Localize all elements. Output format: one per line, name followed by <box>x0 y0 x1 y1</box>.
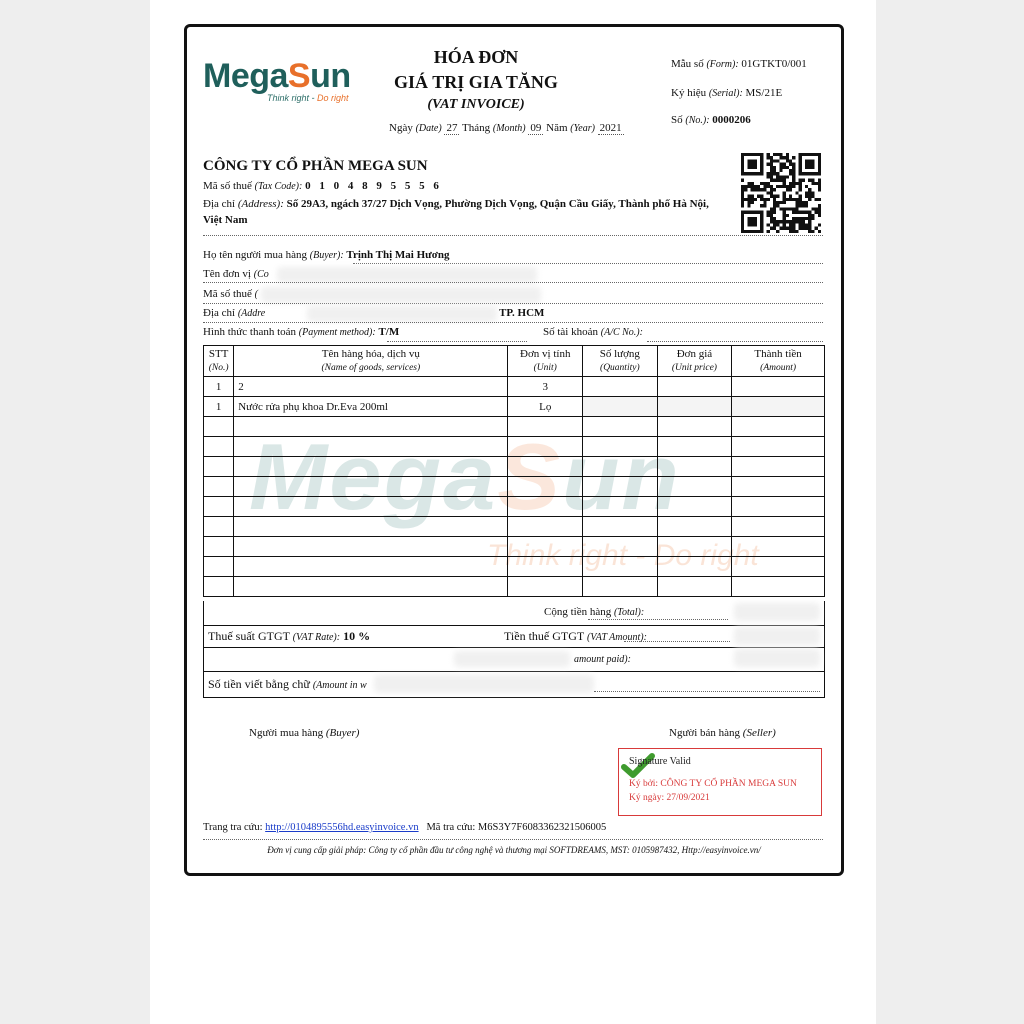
invoice-subtitle: GIÁ TRỊ GIA TĂNG <box>394 72 558 92</box>
seller-name: CÔNG TY CỔ PHẦN MEGA SUN <box>203 158 428 174</box>
lookup-code: M6S3Y7F6083362321506005 <box>477 822 607 833</box>
column-header-label: Tên hàng hóa, dịch vụ <box>321 347 420 360</box>
empty-table-row <box>204 437 825 457</box>
buyer-tax-code: Mã số thuế ( <box>203 288 258 300</box>
table-cell <box>732 497 825 517</box>
column-header-en: (Amount) <box>760 362 797 373</box>
company-logo: MegaSun <box>203 57 351 95</box>
column-header-en: (Quantity) <box>600 362 640 373</box>
buyer-signature-label: Người mua hàng (Buyer) <box>249 727 360 739</box>
table-cell <box>508 477 583 497</box>
invoice-title: HÓA ĐƠN <box>433 47 519 67</box>
buyer-address: Địa chỉ (Addre TP. HCM <box>203 307 545 319</box>
table-cell <box>657 517 732 537</box>
table-cell <box>204 477 234 497</box>
table-cell <box>204 497 234 517</box>
redacted-address <box>307 306 497 322</box>
buyer-name: Họ tên người mua hàng (Buyer): Trịnh Thị Mai Hương <box>203 249 450 261</box>
table-cell <box>204 577 234 597</box>
table-cell <box>234 517 508 537</box>
serial-number: Ký hiệu (Serial): MS/21E <box>671 87 783 99</box>
empty-table-row <box>204 477 825 497</box>
empty-table-row <box>204 517 825 537</box>
column-header-en: (Unit price) <box>671 362 717 373</box>
table-cell <box>732 397 825 417</box>
table-cell <box>234 557 508 577</box>
table-cell <box>583 557 658 577</box>
redacted-subtotal <box>734 603 820 621</box>
table-cell <box>583 577 658 597</box>
table-cell <box>508 497 583 517</box>
table-cell: 2 <box>234 377 508 397</box>
table-cell <box>583 477 658 497</box>
table-cell <box>204 537 234 557</box>
subtotal-row: Cộng tiền hàng (Total): <box>203 601 825 626</box>
table-cell <box>657 397 732 417</box>
column-header <box>204 346 234 377</box>
table-cell <box>657 377 732 397</box>
table-cell <box>508 577 583 597</box>
items-table <box>203 345 825 597</box>
table-cell <box>204 437 234 457</box>
table-cell <box>234 457 508 477</box>
table-cell <box>583 497 658 517</box>
table-header-row <box>204 346 825 377</box>
table-cell <box>732 557 825 577</box>
amount-in-words-row: Số tiền viết bằng chữ (Amount in w <box>203 671 825 698</box>
table-cell <box>583 397 658 417</box>
table-cell: Nước rửa phụ khoa Dr.Eva 200ml <box>234 397 508 417</box>
signed-date: Ký ngày: 27/09/2021 <box>629 793 710 803</box>
table-cell <box>657 557 732 577</box>
table-cell <box>234 537 508 557</box>
table-cell: Lọ <box>508 397 583 417</box>
watermark-logo: MegaSun <box>249 424 681 529</box>
empty-table-row <box>204 537 825 557</box>
column-header <box>657 346 732 377</box>
table-cell <box>234 417 508 437</box>
table-cell <box>732 417 825 437</box>
empty-table-row <box>204 557 825 577</box>
table-cell <box>583 417 658 437</box>
redacted-grand-total <box>734 649 820 667</box>
column-header-en: (Name of goods, services) <box>321 362 421 373</box>
signed-by: Ký bởi: CÔNG TY CỔ PHẦN MEGA SUN <box>629 779 797 789</box>
buyer-company: Tên đơn vị (Co <box>203 268 269 280</box>
table-cell <box>508 557 583 577</box>
seller-address: Địa chỉ (Address): Số 29A3, ngách 37/27 Dịch Vọng, Phường Dịch Vọng, Quận Cầu Giấy, Thành phố Hà Nội, Việt Nam <box>203 198 709 226</box>
lookup-link[interactable]: http://0104895556hd.easyinvoice.vn <box>265 822 419 833</box>
table-cell <box>204 417 234 437</box>
account-number: Số tài khoản (A/C No.): <box>543 326 643 338</box>
column-header-en: (Unit) <box>533 362 557 373</box>
invoice-number: Số (No.): 0000206 <box>671 114 751 126</box>
column-index-row <box>204 377 825 397</box>
table-row <box>204 397 825 417</box>
redacted-tax-code <box>261 287 541 303</box>
table-cell <box>732 457 825 477</box>
table-cell <box>234 577 508 597</box>
empty-table-row <box>204 497 825 517</box>
grand-total-row: amount paid): <box>203 647 825 672</box>
table-cell <box>657 577 732 597</box>
seller-tax-code: Mã số thuế (Tax Code): 0 1 0 4 8 9 5 5 5 6 <box>203 180 442 192</box>
empty-table-row <box>204 417 825 437</box>
payment-method: Hình thức thanh toán (Payment method): T/M <box>203 326 400 338</box>
column-header-label: Thành tiền <box>754 347 802 360</box>
table-cell <box>508 417 583 437</box>
table-cell <box>583 537 658 557</box>
empty-table-row <box>204 577 825 597</box>
table-cell <box>204 457 234 477</box>
column-header-label: Đơn vị tính <box>520 347 571 360</box>
redacted-company <box>277 267 537 283</box>
digital-signature-box <box>618 748 822 816</box>
column-header <box>234 346 508 377</box>
redacted-grand-label <box>454 651 570 667</box>
table-cell <box>732 477 825 497</box>
provider-note: Đơn vị cung cấp giải pháp: Công ty cổ phần đầu tư công nghệ và thương mại SOFTDREAMS, MST: 0105987432, Http://easyinvoice.vn/ <box>267 845 761 855</box>
form-number: Mẫu số (Form): 01GTKT0/001 <box>671 58 807 70</box>
table-cell <box>508 517 583 537</box>
table-cell <box>732 537 825 557</box>
column-header-label: STT <box>208 347 229 360</box>
vat-row: Thuế suất GTGT (VAT Rate): 10 % Tiền thuế GTGT (VAT Amount): <box>203 625 825 648</box>
table-cell: 1 <box>204 397 234 417</box>
column-header-label: Số lượng <box>599 347 640 360</box>
table-cell <box>657 457 732 477</box>
table-cell: 3 <box>508 377 583 397</box>
column-header <box>508 346 583 377</box>
table-cell <box>732 577 825 597</box>
table-cell <box>657 477 732 497</box>
table-cell <box>508 437 583 457</box>
table-cell <box>657 537 732 557</box>
redacted-amount-words <box>374 675 594 693</box>
table-cell <box>657 497 732 517</box>
column-header <box>732 346 825 377</box>
table-cell <box>508 457 583 477</box>
column-header <box>583 346 658 377</box>
table-cell <box>657 417 732 437</box>
table-cell <box>657 437 732 457</box>
table-cell <box>583 517 658 537</box>
table-cell <box>583 377 658 397</box>
table-cell <box>732 437 825 457</box>
table-cell <box>204 557 234 577</box>
invoice-title-en: (VAT INVOICE) <box>427 97 525 112</box>
logo-slogan: Think right - Do right <box>267 93 349 103</box>
table-cell <box>583 437 658 457</box>
table-cell <box>732 517 825 537</box>
table-cell <box>234 497 508 517</box>
invoice-date: Ngày (Date) 27 Tháng (Month) 09 Năm (Year) 2021 <box>389 122 622 134</box>
column-header-en: (No.) <box>208 362 229 373</box>
signature-valid-text: Signature Valid <box>629 756 691 767</box>
table-cell <box>583 457 658 477</box>
watermark-slogan: Think right - Do right <box>487 539 759 572</box>
empty-table-row <box>204 457 825 477</box>
column-header-label: Đơn giá <box>676 347 713 360</box>
table-cell <box>508 537 583 557</box>
table-cell: 1 <box>204 377 234 397</box>
seller-signature-label: Người bán hàng (Seller) <box>669 727 776 739</box>
table-cell <box>234 437 508 457</box>
qr-code-icon <box>741 153 821 233</box>
table-cell <box>732 377 825 397</box>
table-cell <box>234 477 508 497</box>
table-cell <box>204 517 234 537</box>
redacted-vat-amount <box>734 627 820 645</box>
lookup-line: Trang tra cứu: http://0104895556hd.easyinvoice.vn Mã tra cứu: M6S3Y7F6083362321506005 <box>203 822 607 833</box>
